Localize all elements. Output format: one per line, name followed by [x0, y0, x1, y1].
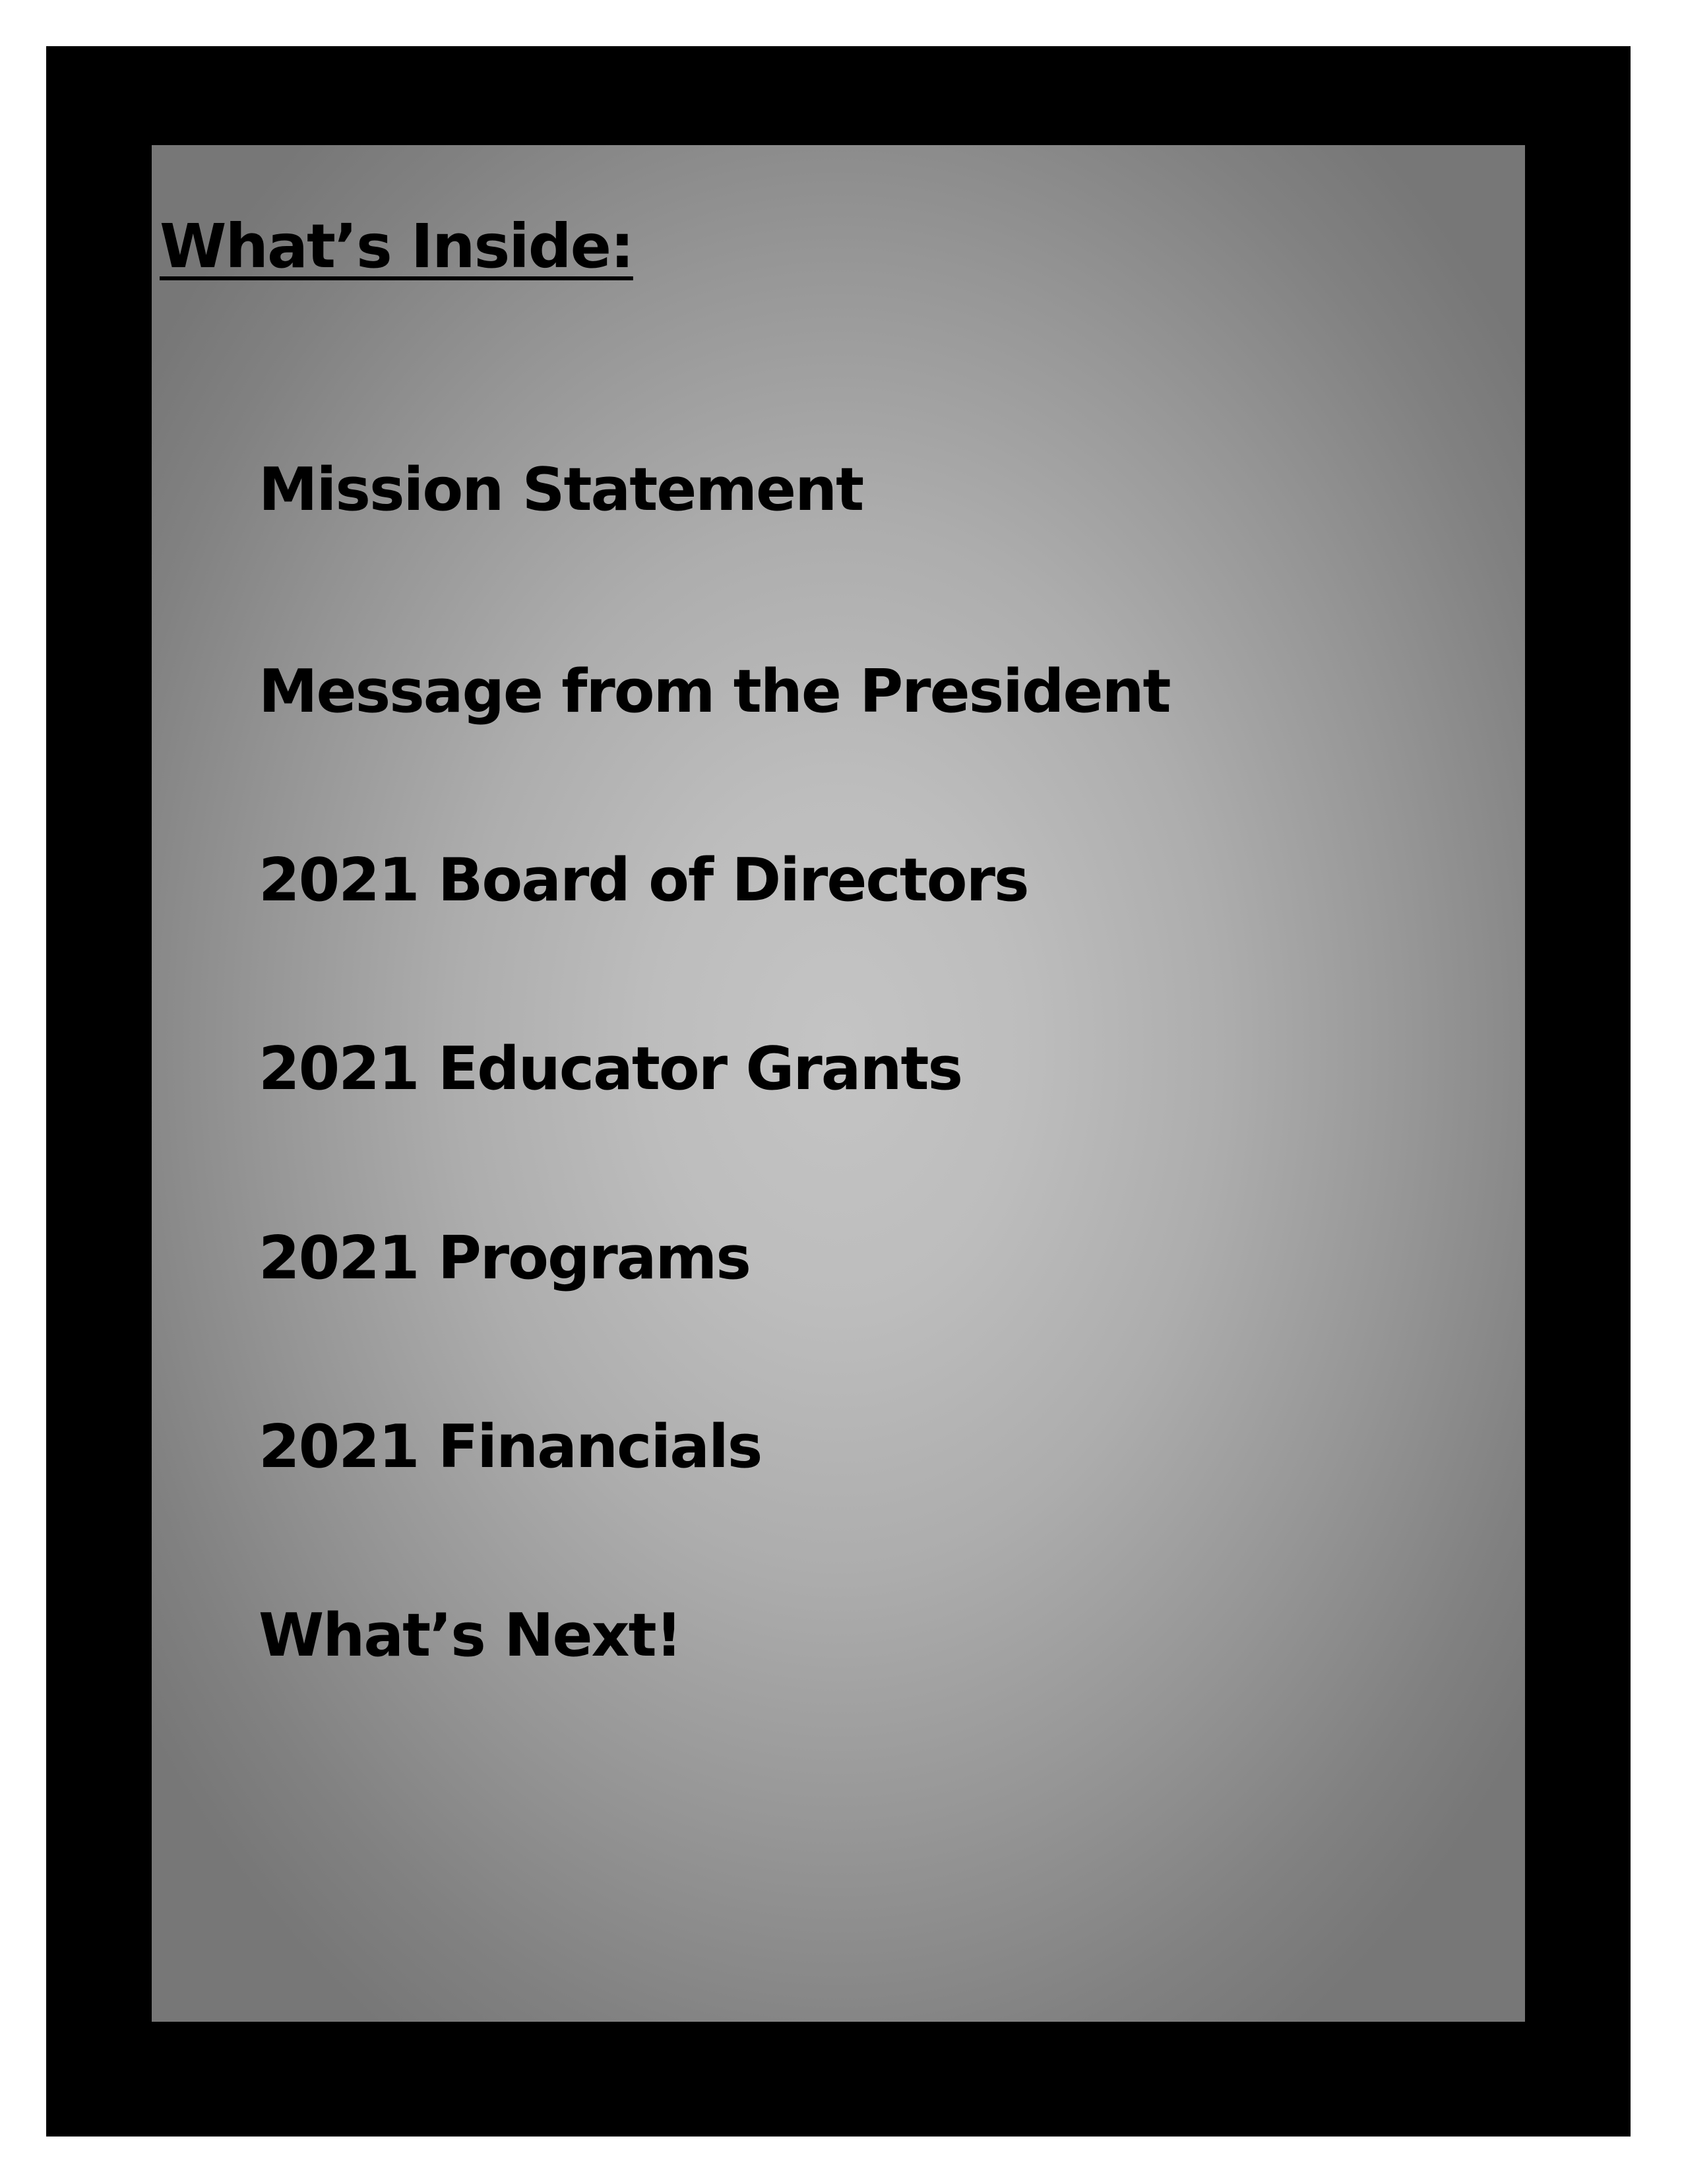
toc-item-educator-grants: 2021 Educator Grants — [259, 1034, 962, 1104]
toc-item-financials: 2021 Financials — [259, 1412, 762, 1482]
gradient-content-panel — [152, 145, 1525, 2022]
toc-item-mission-statement: Mission Statement — [259, 455, 863, 524]
page-title: What’s Inside: — [160, 211, 633, 282]
black-page-frame — [46, 46, 1631, 2137]
toc-item-board-of-directors: 2021 Board of Directors — [259, 846, 1028, 915]
toc-item-whats-next: What’s Next! — [259, 1601, 681, 1670]
toc-item-message-from-president: Message from the President — [259, 657, 1170, 726]
toc-item-programs: 2021 Programs — [259, 1224, 750, 1293]
